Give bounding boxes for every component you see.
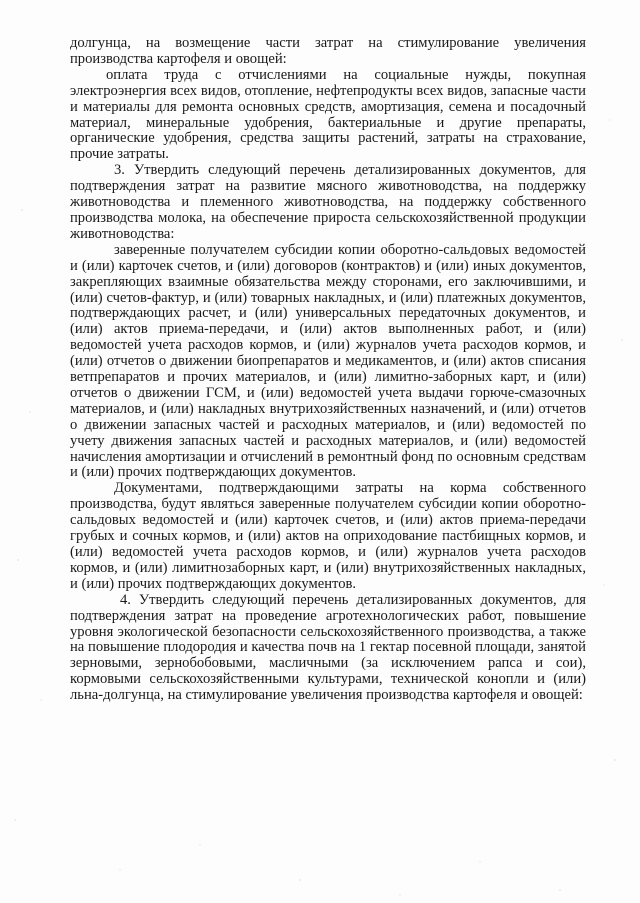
paragraph-documents-list: заверенные получателем субсидии копии оборотно-сальдовых ведомостей и (или) карточек счетов, и (или) договоров (контрактов) и (или) иных документов, закрепляющих взаимные обязательства между сторонами, его заключившими, и (или) счетов-фактур, и (или) товарных накладных, и (или) платежных документов, подтверждающих расчет, и (или) универсальных передаточных документов, и (или) актов приема-передачи, и (или) актов выполненных работ, и (или) ведомостей учета расходов кормов, и (или) журналов учета расходов кормов, и (или) отчетов о движении биопрепаратов и медикаментов, и (или) актов списания ветпрепаратов и прочих материалов, и (или) лимитно-заборных карт, и (или) отчетов о движении ГСМ, и (или) ведомостей учета выдачи горюче-смазочных материалов, и (или) накладных внутрихозяйственных назначений, и (или) отчетов о движении запасных частей и расходных материалов, и (или) ведомостей по учету движения запасных частей и расходных материалов, и (или) ведомостей начисления амортизации и отчислений в ремонтный фонд по основным средствам и (или) прочих подтверждающих документов. bbox=[70, 241, 586, 481]
document-body bbox=[70, 36, 586, 704]
paragraph-item-3: 3. Утвердить следующий перечень детализированных документов, для подтверждения затрат на развитие мясного животноводства, на поддержку животноводства и племенного животноводства, на поддержку собственного производства молока, на обеспечение прироста сельскохозяйственной продукции животноводства: bbox=[70, 162, 586, 242]
paragraph-item-4: 4. Утвердить следующий перечень детализированных документов, для подтверждения затрат на проведение агротехнологических работ, повышение уровня экологической безопасности сельскохозяйственного производства, а также на повышение плодородия и качества почв на 1 гектар посевной площади, занятой зерновыми, зернобобовыми, масличными (за исключением рапса и сои), кормовыми сельскохозяйственными культурами, технической конопли и (или) льна-долгунца, на стимулирование увеличения производства картофеля и овощей: bbox=[70, 591, 586, 704]
paragraph-feed-documents: Документами, подтверждающими затраты на корма собственного производства, будут являться заверенные получателем субсидии копии оборотно-сальдовых ведомостей и (или) карточек счетов, и (или) актов приема-передачи грубых и сочных кормов, и (или) актов на оприходование пастбищных кормов, и (или) ведомостей учета расходов кормов, и (или) журналов учета расходов кормов, и (или) лимитнозаборных карт, и (или) внутрихозяйственных накладных, и (или) прочих подтверждающих документов. bbox=[70, 480, 586, 592]
paragraph-continuation: долгунца, на возмещение части затрат на стимулирование увеличения производства картофеля и овощей: bbox=[70, 35, 586, 67]
paragraph-cost-list: оплата труда с отчислениями на социальные нужды, покупная электроэнергия всех видов, отопление, нефтепродукты всех видов, запасные части и материалы для ремонта основных средств, амортизация, семена и посадочный материал, минеральные удобрения, бактериальные и другие препараты, органические удобрения, средства защиты растений, затраты на страхование, прочие затраты. bbox=[70, 66, 586, 163]
